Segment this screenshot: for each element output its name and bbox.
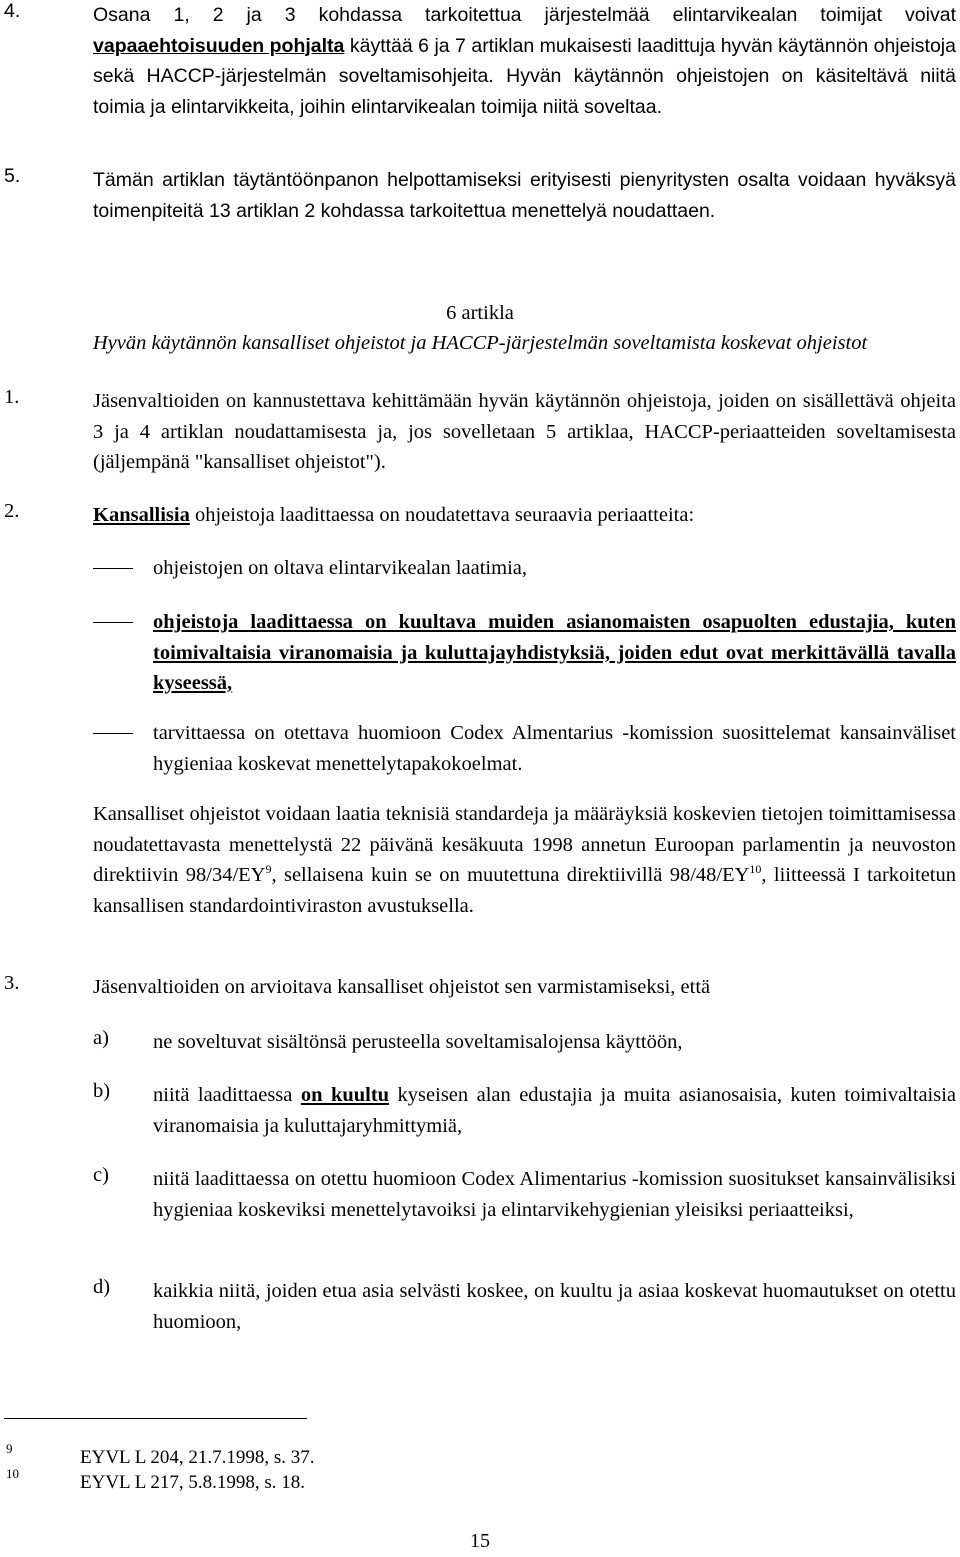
list-item: kaikkia niitä, joiden etua asia selvästi koskee, on kuultu ja asiaa koskevat huomautukset on otettu huomioon, bbox=[153, 1280, 956, 1333]
paragraph-1-text: Jäsenvaltioiden on kannustettava kehittämään hyvän käytännön ohjeistoja, joiden on sisällettävä ohjeita 3 ja 4 artiklan noudattamisesta ja, jos sovelletaan 5 artiklaa, HACCP-periaatteiden soveltamisesta (jäljempänä "kansalliset ohjeistot"). bbox=[93, 390, 956, 473]
paragraph-2-continuation: Kansalliset ohjeistot voidaan laatia teknisiä standardeja ja määräyksiä koskevien tietojen toimittamisessa noudatettavasta menettelystä 22 päivänä kesäkuuta 1998 annetun Euroopan parlamentin ja neuvoston direktiivin $98/34/EY^9$, sellaisena kuin se on muutettuna direktiivillä 98/48/EY$^{10}$, liitteessä I tarkoitetun kansallisen standardointiviraston avustuksella. bbox=[93, 803, 956, 917]
underlined-text: Kansallisia bbox=[93, 504, 190, 526]
footnote-ref[interactable]: 10 bbox=[749, 862, 762, 877]
list-label: b) bbox=[93, 1080, 111, 1102]
paragraph-number: 4. bbox=[4, 0, 21, 22]
paragraph-text: Tämän artiklan täytäntöönpanon helpottamiseksi erityisesti pienyritysten osalta voidaan hyväksyä toimenpiteitä 13 artiklan 2 kohdassa tarkoitettua menettelyä noudattaen. bbox=[93, 169, 956, 222]
footnote-text: EYVL L 204, 21.7.1998, s. 37. bbox=[80, 1447, 315, 1468]
paragraph-number: 3. bbox=[4, 972, 20, 994]
footnote-number: 9 bbox=[6, 1441, 13, 1456]
footnote-ref[interactable]: 9 bbox=[265, 862, 272, 877]
paragraph-text: Osana 1, 2 ja 3 kohdassa tarkoitettua järjestelmää elintarvikealan toimijat voivat vapaaehtoisuuden pohjalta käyttää 6 ja 7 artiklan mukaisesti laadittuja hyvän käytännön ohjeistoja sekä HACCP-järjestelmän soveltamisohjeita. Hyvän käytännön ohjeistojen on käsiteltävä niitä toimia ja elintarvikkeita, joihin elintarvikealan toimija niitä soveltaa. bbox=[93, 4, 956, 118]
paragraph-2-intro: Kansallisia ohjeistoja laadittaessa on noudatettava seuraavia periaatteita: bbox=[93, 504, 695, 526]
footnote-text: EYVL L 217, 5.8.1998, s. 18. bbox=[80, 1472, 305, 1493]
bullet-dash bbox=[93, 622, 133, 623]
bullet-dash bbox=[93, 733, 133, 734]
article-title: Hyvän käytännön kansalliset ohjeistot ja HACCP-järjestelmän soveltamista koskevat ohjeistot bbox=[92, 332, 868, 354]
page-number: 15 bbox=[470, 1530, 490, 1552]
bullet-dash bbox=[93, 568, 133, 569]
list-label: d) bbox=[93, 1276, 111, 1298]
bullet-item: tarvittaessa on otettava huomioon Codex Almentarius -komission suosittelemat kansainväliset hygieniaa koskevat menettelytapakokoelmat. bbox=[153, 722, 956, 775]
bullet-item: ohjeistoja laadittaessa on kuultava muiden asianomaisten osapuolten edustajia, kuten toimivaltaisia viranomaisia ja kuluttajayhdistyksiä, joiden edut ovat merkittävällä tavalla kyseessä, bbox=[153, 611, 956, 694]
list-item: ne soveltuvat sisältönsä perusteella soveltamisalojensa käyttöön, bbox=[153, 1031, 683, 1053]
list-item: niitä laadittaessa on kuultu kyseisen alan edustajia ja muita asianosaisia, kuten toimivaltaisia viranomaisia ja kuluttajaryhmittymiä, bbox=[153, 1084, 957, 1137]
list-label: c) bbox=[93, 1164, 109, 1186]
paragraph-number: 5. bbox=[4, 165, 21, 187]
list-item: niitä laadittaessa on otettu huomioon Codex Alimentarius -komission suositukset kansainvälisiksi hygieniaa koskeviksi menettelytavoiksi ja elintarvikehygienian yleisiksi periaatteiksi, bbox=[153, 1168, 956, 1221]
paragraph-number: 1. bbox=[4, 386, 20, 408]
bullet-item: ohjeistojen on oltava elintarvikealan laatimia, bbox=[153, 557, 527, 579]
article-number: 6 artikla bbox=[446, 302, 514, 324]
paragraph-3-intro: Jäsenvaltioiden on arvioitava kansalliset ohjeistot sen varmistamiseksi, että bbox=[93, 976, 711, 998]
list-label: a) bbox=[93, 1027, 109, 1049]
underlined-text: vapaaehtoisuuden pohjalta bbox=[93, 34, 345, 57]
footnote-number: 10 bbox=[6, 1466, 19, 1481]
paragraph-number: 2. bbox=[4, 500, 20, 522]
footnote-separator bbox=[4, 1418, 307, 1419]
underlined-text: on kuultu bbox=[300, 1084, 390, 1106]
